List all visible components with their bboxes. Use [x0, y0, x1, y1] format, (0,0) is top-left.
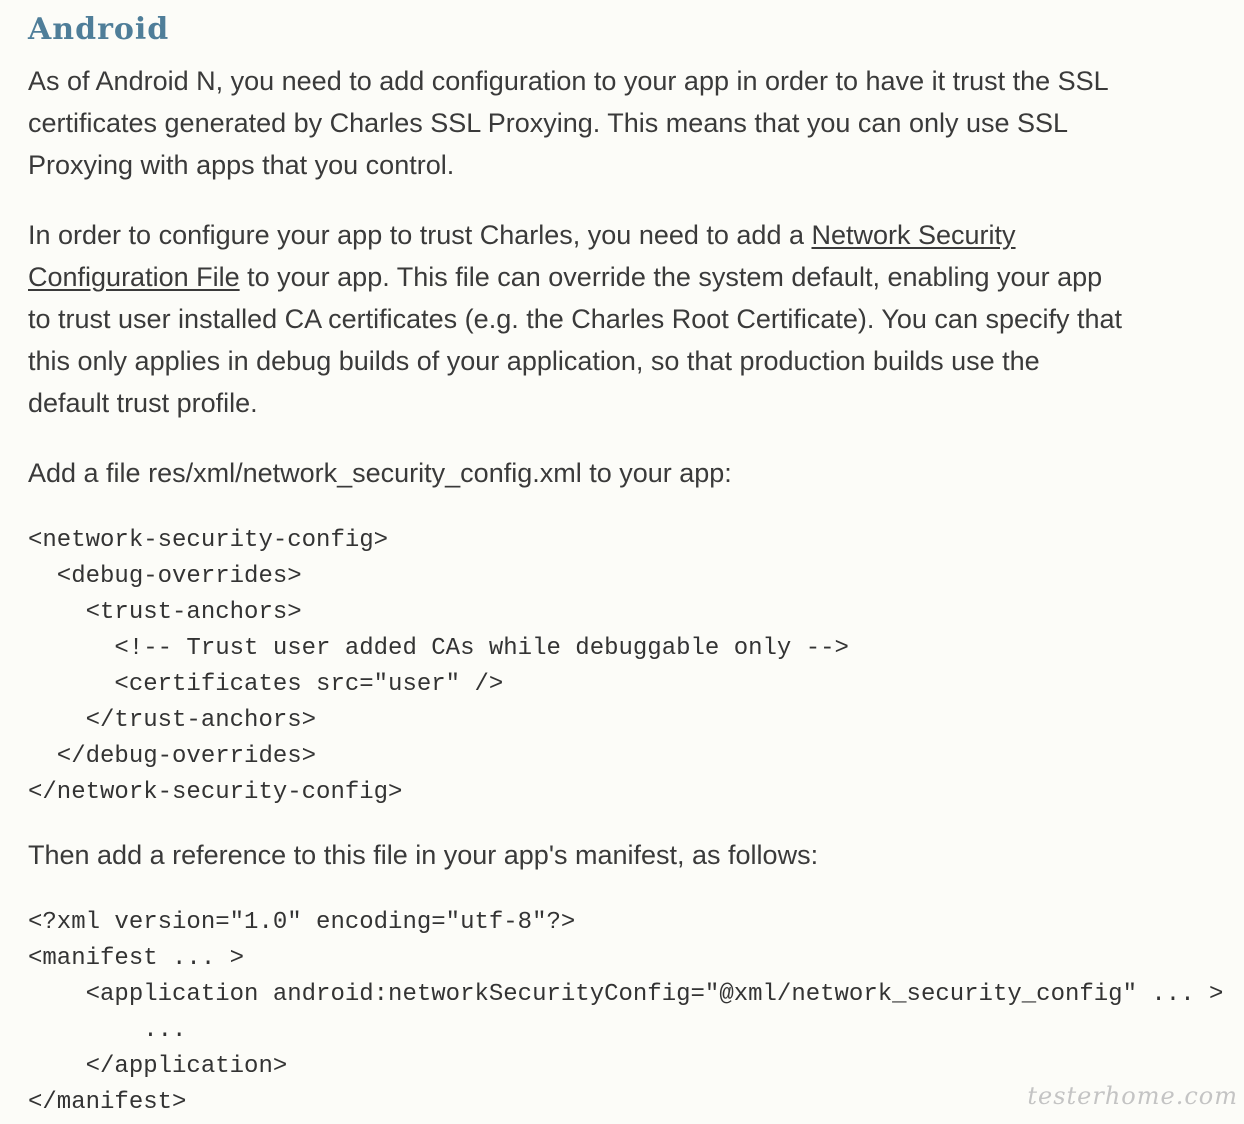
configuration-paragraph [28, 214, 1128, 424]
network-security-config-code-block: <network-security-config> <debug-overrides> <trust-anchors> <!-- Trust user added CAs while debuggable only --> <certificates src="user" /> </trust-anchors> </debug-overrides> </network-security-config> [28, 527, 849, 806]
watermark: testerhome.com [1027, 1082, 1238, 1110]
configuration-text-after-link: to your app. This file can override the system default, enabling your app to trust user installed CA certificates (e.g. the Charles Root Certificate). You can specify that this only applies in debug builds of your application, so that production builds use the default trust profile. [28, 262, 1123, 418]
section-heading: Android [28, 12, 170, 47]
manifest-code-block: <?xml version="1.0" encoding="utf-8"?> <manifest ... > <application android:networkSecurityConfig="@xml/network_security_config" ... > ... </application> </manifest> [28, 909, 1224, 1116]
add-file-paragraph: Add a file res/xml/network_security_config.xml to your app: [28, 458, 732, 488]
manifest-reference-paragraph: Then add a reference to this file in your app's manifest, as follows: [28, 840, 819, 870]
configuration-text-before-link: In order to configure your app to trust Charles, you need to add a [28, 220, 812, 250]
intro-paragraph: As of Android N, you need to add configuration to your app in order to have it trust the SSL certificates generated by Charles SSL Proxying. This means that you can only use SSL Proxying with apps that you control. [28, 66, 1108, 180]
network-security-config-link[interactable]: Network Security Configuration File [28, 220, 1016, 292]
